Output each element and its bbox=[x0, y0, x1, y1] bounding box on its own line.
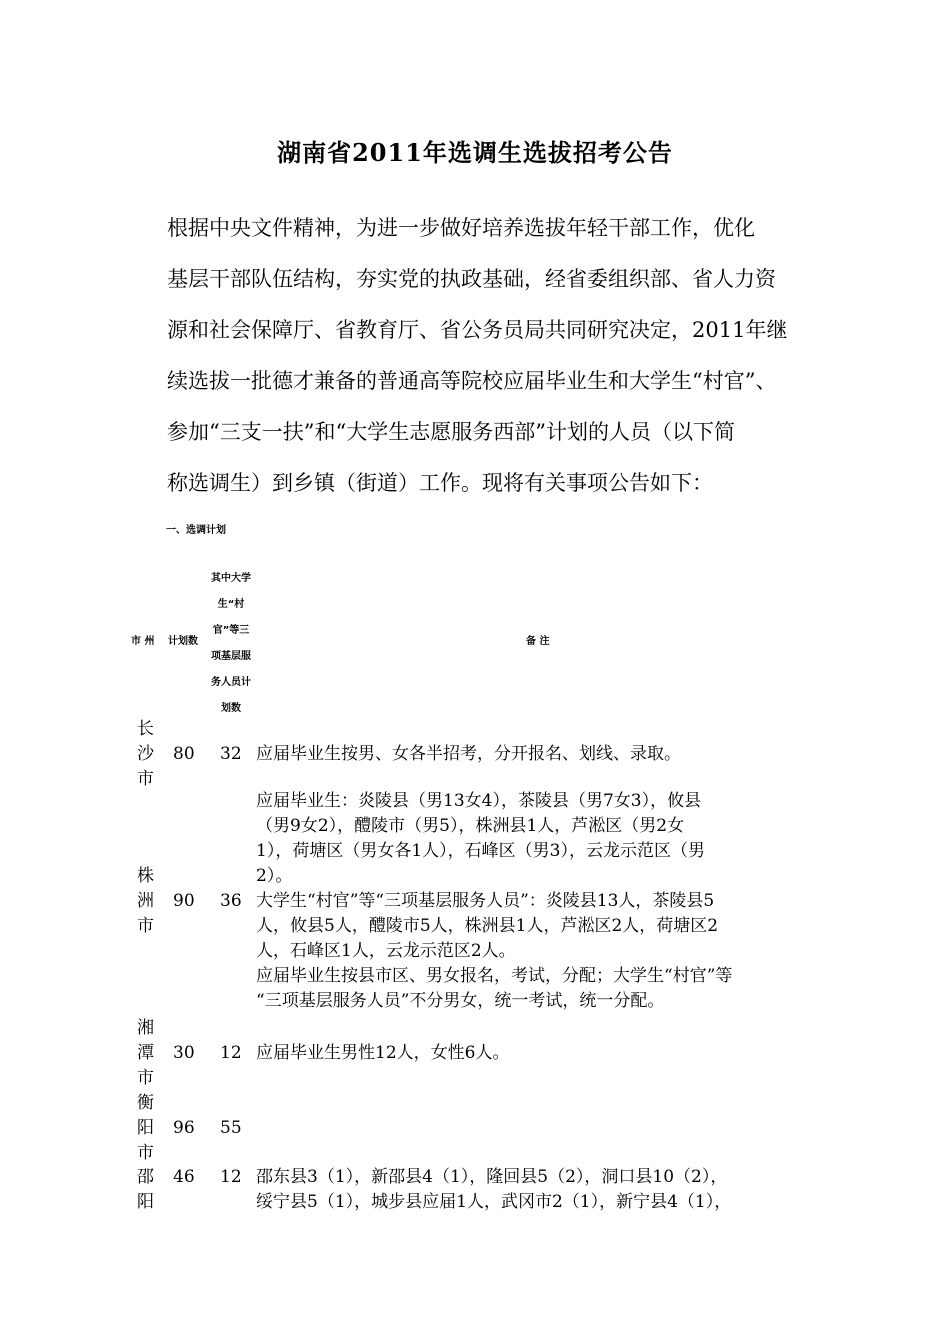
intro-line: 称选调生）到乡镇（街道）工作。现将有关事项公告如下： bbox=[167, 471, 713, 495]
city-char: 阳 bbox=[137, 1192, 154, 1212]
header-city: 市 州 bbox=[131, 636, 155, 647]
city-char: 长 bbox=[137, 719, 154, 739]
note-line: 人，石峰区1人，云龙示范区2人。 bbox=[256, 941, 516, 961]
intro-line: 参加“三支一扶”和“大学生志愿服务西部”计划的人员（以下简 bbox=[167, 420, 735, 444]
header-sub-plan bbox=[204, 566, 258, 722]
document-title: 湖南省2011年选调生选拔招考公告 bbox=[277, 138, 673, 167]
header-sub-line: 划数 bbox=[221, 703, 241, 714]
row-plan: 30 bbox=[173, 1043, 195, 1063]
row-sub: 36 bbox=[220, 891, 242, 911]
city-char: 株 bbox=[137, 866, 154, 886]
intro-line: 续选拔一批德才兼备的普通高等院校应届毕业生和大学生“村官”、 bbox=[167, 369, 777, 393]
note-line: 应届毕业生按县市区、男女报名，考试，分配；大学生“村官”等 bbox=[256, 966, 733, 986]
row-note bbox=[256, 789, 821, 1014]
city-char: 市 bbox=[137, 1068, 154, 1088]
note-line: 应届毕业生：炎陵县（男13女4），茶陵县（男7女3），攸县 bbox=[256, 791, 702, 811]
row-note bbox=[256, 742, 821, 767]
row-sub: 55 bbox=[220, 1118, 242, 1138]
note-line: 应届毕业生男性12人，女性6人。 bbox=[256, 1043, 510, 1063]
row-note bbox=[256, 1041, 821, 1066]
row-city bbox=[137, 1091, 157, 1166]
row-plan: 90 bbox=[173, 891, 195, 911]
header-sub-line: 其中大学 bbox=[211, 573, 251, 584]
section-heading: 一、选调计划 bbox=[166, 525, 226, 536]
city-char: 阳 bbox=[137, 1118, 154, 1138]
intro-line: 基层干部队伍结构，夯实党的执政基础，经省委组织部、省人力资 bbox=[167, 267, 776, 291]
row-city bbox=[137, 1016, 157, 1091]
city-char: 潭 bbox=[137, 1043, 154, 1063]
note-line: 1），荷塘区（男女各1人），石峰区（男3），云龙示范区（男 bbox=[256, 841, 705, 861]
header-sub-line: 官”等三 bbox=[212, 625, 250, 636]
intro-paragraph bbox=[145, 203, 825, 509]
header-plan: 计划数 bbox=[168, 636, 198, 647]
city-char: 沙 bbox=[137, 744, 154, 764]
header-sub-line: 务人员计 bbox=[211, 677, 251, 688]
row-city bbox=[137, 717, 157, 792]
row-sub: 32 bbox=[220, 744, 242, 764]
note-line: 绥宁县5（1），城步县应届1人，武冈市2（1），新宁县4（1）， bbox=[256, 1192, 732, 1212]
city-char: 洲 bbox=[137, 891, 154, 911]
note-line: （男9女2），醴陵市（男5），株洲县1人，芦淞区（男2女 bbox=[256, 816, 685, 836]
note-line: 2）。 bbox=[256, 866, 293, 886]
note-line: 邵东县3（1），新邵县4（1），隆回县5（2），洞口县10（2）， bbox=[256, 1167, 728, 1187]
header-sub-line: 生“村 bbox=[217, 599, 245, 610]
row-plan: 80 bbox=[173, 744, 195, 764]
note-line: 人，攸县5人，醴陵市5人，株洲县1人，芦淞区2人，荷塘区2 bbox=[256, 916, 719, 936]
row-plan: 46 bbox=[173, 1167, 195, 1187]
city-char: 湘 bbox=[137, 1018, 154, 1038]
note-line: 应届毕业生按男、女各半招考，分开报名、划线、录取。 bbox=[256, 744, 681, 764]
row-plan: 96 bbox=[173, 1118, 195, 1138]
intro-line: 根据中央文件精神，为进一步做好培养选拔年轻干部工作，优化 bbox=[167, 216, 755, 240]
row-city bbox=[137, 864, 157, 939]
city-char: 市 bbox=[137, 769, 154, 789]
row-sub: 12 bbox=[220, 1167, 242, 1187]
intro-line: 源和社会保障厅、省教育厅、省公务员局共同研究决定，2011年继 bbox=[167, 318, 788, 342]
note-line: 大学生“村官”等“三项基层服务人员”：炎陵县13人，茶陵县5 bbox=[256, 891, 715, 911]
note-line: “三项基层服务人员”不分男女，统一考试，统一分配。 bbox=[256, 991, 665, 1011]
row-note bbox=[256, 1165, 821, 1215]
row-sub: 12 bbox=[220, 1043, 242, 1063]
city-char: 衡 bbox=[137, 1093, 154, 1113]
city-char: 市 bbox=[137, 916, 154, 936]
header-note: 备 注 bbox=[526, 636, 550, 647]
city-char: 邵 bbox=[137, 1167, 154, 1187]
row-city bbox=[137, 1165, 157, 1215]
city-char: 市 bbox=[137, 1143, 154, 1163]
header-sub-line: 项基层服 bbox=[211, 651, 251, 662]
